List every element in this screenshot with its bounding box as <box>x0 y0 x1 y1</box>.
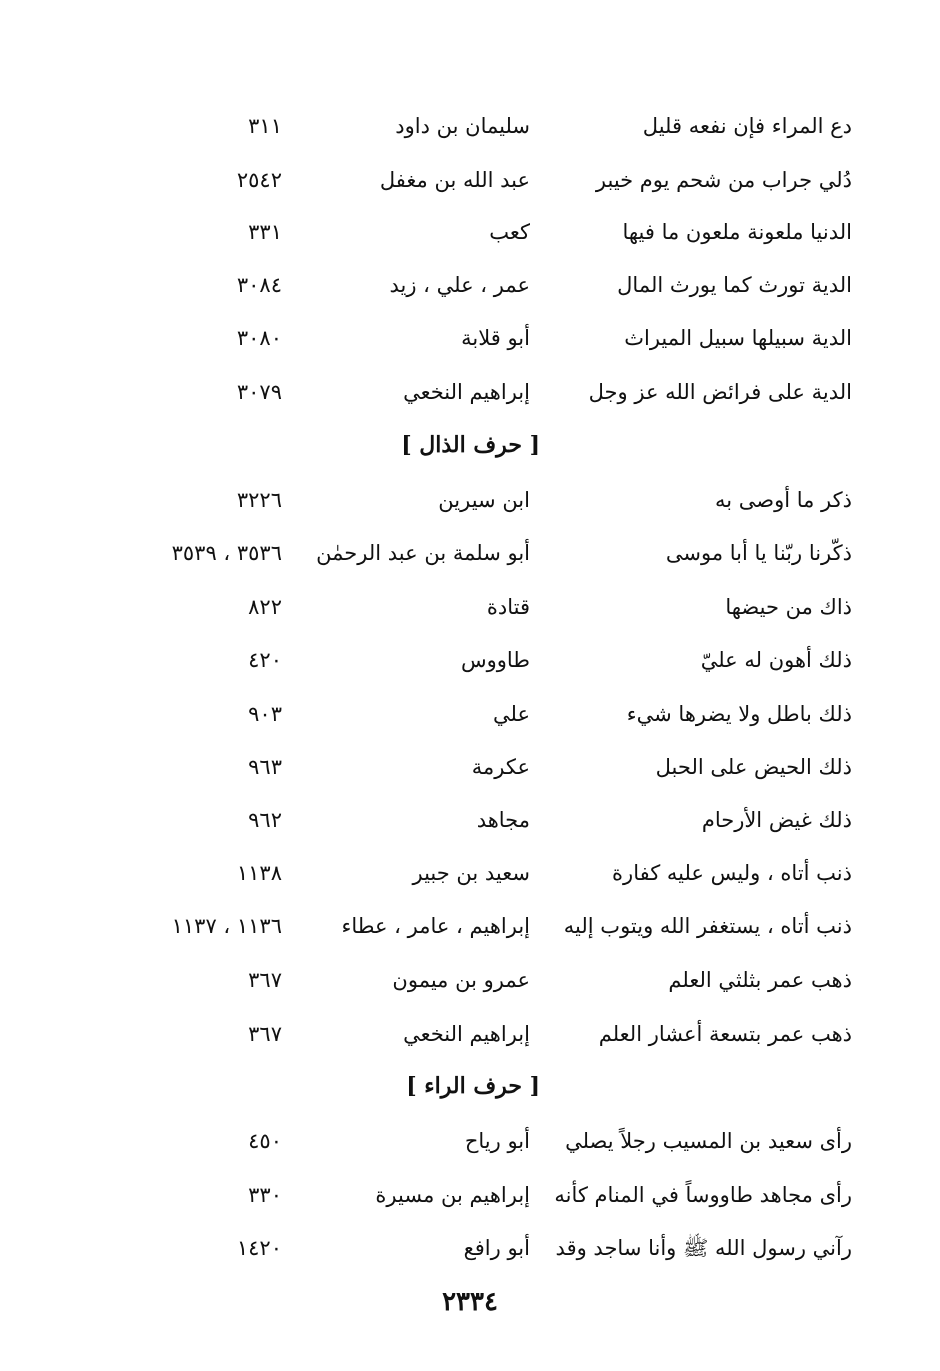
reference-number: ٣٠٧٩ <box>236 380 282 404</box>
narrator: عمر ، علي ، زيد <box>389 273 530 297</box>
narrator: طاووس <box>460 648 530 672</box>
hadith-text: ذلك باطل ولا يضرها شيء <box>626 702 852 726</box>
narrator: قتادة <box>486 595 530 619</box>
reference-number: ٩٦٣ <box>248 755 282 779</box>
narrator: عمرو بن ميمون <box>392 968 530 992</box>
hadith-text: ذلك الحيض على الحبل <box>655 755 852 779</box>
hadith-text: رأى سعيد بن المسيب رجلاً يصلي <box>565 1129 852 1153</box>
reference-number: ١١٣٨ <box>236 861 282 885</box>
reference-number: ١٤٢٠ <box>236 1236 282 1260</box>
hadith-text: ذنب أتاه ، وليس عليه كفارة <box>612 861 852 885</box>
index-row <box>0 1121 940 1161</box>
hadith-text: الدية تورث كما يورث المال <box>617 273 852 297</box>
narrator: إبراهيم بن مسيرة <box>375 1183 530 1207</box>
reference-number: ٣٣٠ <box>248 1183 282 1207</box>
narrator: إبراهيم النخعي <box>403 1022 530 1046</box>
index-row <box>0 853 940 893</box>
section-title: [ حرف الراء ] <box>406 1073 540 1099</box>
index-row <box>0 212 940 252</box>
reference-number: ٢٥٤٢ <box>236 168 282 192</box>
reference-number: ٣٦٧ <box>248 968 282 992</box>
reference-number: ٣٠٨٤ <box>236 273 282 297</box>
narrator: ابن سيرين <box>438 488 530 512</box>
section-heading-dhal <box>0 425 940 465</box>
hadith-text: ذلك غيض الأرحام <box>701 808 852 832</box>
hadith-text: الدنيا ملعونة ملعون ما فيها <box>622 220 852 244</box>
index-row <box>0 747 940 787</box>
hadith-text: ذكّرنا ربّنا يا أبا موسى <box>665 541 852 565</box>
hadith-text: ذاك من حيضها <box>725 595 852 619</box>
narrator: أبو سلمة بن عبد الرحمٰن <box>316 541 530 565</box>
hadith-text: الدية سبيلها سبيل الميراث <box>624 326 852 350</box>
narrator: أبو رياح <box>464 1129 530 1153</box>
reference-number: ٤٥٠ <box>248 1129 282 1153</box>
hadith-text: الدية على فرائض الله عز وجل <box>588 380 852 404</box>
reference-number: ٣٣١ <box>248 220 282 244</box>
narrator: إبراهيم ، عامر ، عطاء <box>341 914 530 938</box>
section-heading-ra <box>0 1066 940 1106</box>
reference-number: ٨٢٢ <box>248 595 282 619</box>
index-row <box>0 906 940 946</box>
hadith-text: ذنب أتاه ، يستغفر الله ويتوب إليه <box>563 914 852 938</box>
narrator: عكرمة <box>471 755 530 779</box>
narrator: عبد الله بن مغفل <box>379 168 530 192</box>
index-row <box>0 533 940 573</box>
narrator: أبو قلابة <box>461 326 530 350</box>
index-row <box>0 372 940 412</box>
reference-number: ٣١١ <box>248 114 282 138</box>
index-row <box>0 1228 940 1268</box>
index-row <box>0 318 940 358</box>
hadith-text: ذهب عمر بتسعة أعشار العلم <box>598 1022 852 1046</box>
index-row <box>0 1175 940 1215</box>
narrator: إبراهيم النخعي <box>403 380 530 404</box>
reference-number: ٩٠٣ <box>248 702 282 726</box>
reference-number: ٤٢٠ <box>248 648 282 672</box>
reference-number: ١١٣٦ ، ١١٣٧ <box>171 914 282 938</box>
narrator: كعب <box>489 220 530 244</box>
index-row <box>0 1014 940 1054</box>
hadith-text: ذهب عمر بثلثي العلم <box>668 968 852 992</box>
hadith-text: ذلك أهون له عليّ <box>700 648 852 672</box>
narrator: علي <box>493 702 530 726</box>
reference-number: ٣٦٧ <box>248 1022 282 1046</box>
index-row <box>0 480 940 520</box>
hadith-text: دع المراء فإن نفعه قليل <box>642 114 852 138</box>
narrator: سعيد بن جبير <box>412 861 530 885</box>
narrator: سليمان بن داود <box>395 114 530 138</box>
index-row <box>0 265 940 305</box>
reference-number: ٩٦٢ <box>248 808 282 832</box>
hadith-text: رآني رسول الله ﷺ وأنا ساجد وقد <box>555 1236 852 1260</box>
hadith-text: دُلي جراب من شحم يوم خيبر <box>595 168 852 192</box>
index-row <box>0 106 940 146</box>
index-row <box>0 160 940 200</box>
index-row <box>0 960 940 1000</box>
narrator: مجاهد <box>476 808 530 832</box>
narrator: أبو رافع <box>463 1236 530 1260</box>
reference-number: ٣٠٨٠ <box>236 326 282 350</box>
section-title: [ حرف الذال ] <box>401 432 540 458</box>
reference-number: ٣٢٢٦ <box>236 488 282 512</box>
index-row <box>0 640 940 680</box>
index-row <box>0 800 940 840</box>
index-row <box>0 587 940 627</box>
hadith-text: ذكر ما أوصى به <box>714 488 852 512</box>
reference-number: ٣٥٣٦ ، ٣٥٣٩ <box>171 541 282 565</box>
page-number: ٢٣٣٤ <box>442 1287 498 1317</box>
hadith-text: رأى مجاهد طاووساً في المنام كأنه <box>554 1183 852 1207</box>
index-row <box>0 694 940 734</box>
